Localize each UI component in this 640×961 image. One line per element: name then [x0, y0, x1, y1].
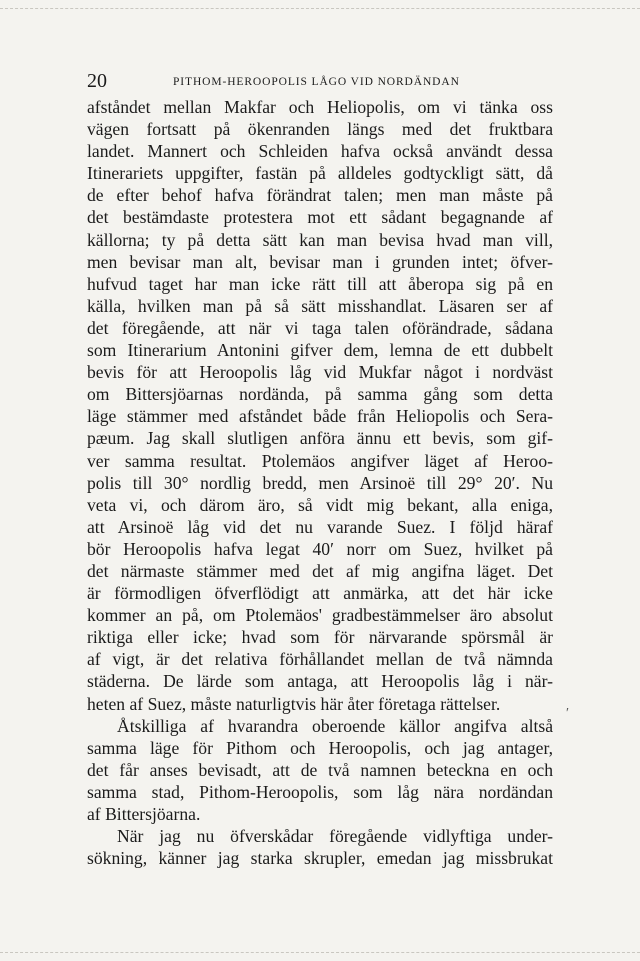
text-line: sökning, känner jag starka skrupler, emedan jag missbrukat	[87, 848, 553, 869]
margin-mark: ′	[566, 706, 570, 721]
text-line: bevis för att Heroopolis låg vid Mukfar något i nordväst	[87, 362, 553, 383]
text-line: är förmodligen öfverflödigt att anmärka, att det här icke	[87, 583, 553, 604]
text-line: samma läge för Pithom och Heroopolis, och jag antager,	[87, 737, 553, 758]
paragraph-first-line: När jag nu öfverskådar föregående vidlyftiga under-	[117, 826, 553, 847]
text-line: afståndet mellan Makfar och Heliopolis, om vi tänka oss	[87, 97, 553, 117]
text-line: samma stad, Pithom-Heroopolis, som låg nära nordändan	[87, 781, 553, 802]
text-line: det får anses bevisadt, att de två namnen beteckna en och	[87, 759, 553, 780]
running-title: PITHOM-HEROOPOLIS LÅGO VID NORDÄNDAN	[173, 76, 460, 88]
text-line: riktiga eller icke; hvad som för närvarande spörsmål är	[87, 627, 553, 648]
text-line: Itinerariets uppgifter, fastän på alldeles godtyckligt sätt, då	[87, 163, 553, 184]
text-line: veta vi, och därom äro, så vidt mig bekant, alla eniga,	[87, 494, 553, 515]
text-line: polis till 30° nordlig bredd, men Arsinoë till 29° 20′. Nu	[87, 472, 553, 493]
text-line: af Bittersjöarna.	[87, 804, 201, 824]
text-line: kommer an på, om Ptolemäos' gradbestämmelser äro absolut	[87, 605, 553, 626]
page-number: 20	[87, 70, 107, 92]
text-line: det föregående, att när vi taga talen oförändrade, sådana	[87, 317, 553, 338]
text-line: att Arsinoë låg vid det nu varande Suez. I följd häraf	[87, 516, 553, 537]
body-text	[87, 96, 553, 869]
text-line: det närmaste stämmer med det af mig angifna läget. Det	[87, 560, 553, 581]
text-line: vägen fortsatt på ökenranden längs med det fruktbara	[87, 119, 553, 140]
text-line: af vigt, är det relativa förhållandet mellan de två nämnda	[87, 649, 553, 670]
paragraph-first-line: Åtskilliga af hvarandra oberoende källor angifva altså	[117, 715, 553, 736]
text-line: källorna; ty på detta sätt kan man bevisa hvad man vill,	[87, 229, 553, 250]
text-line: som Itinerarium Antonini gifver dem, lemna de ett dubbelt	[87, 340, 553, 361]
scan-edge-top	[0, 8, 640, 9]
text-line: ver samma resultat. Ptolemäos angifver läget af Heroo-	[87, 450, 553, 471]
text-line: heten af Suez, måste naturligtvis här åter företaga rättelser.	[87, 693, 501, 714]
text-line: pæum. Jag skall slutligen anföra ännu ett bevis, som gif-	[87, 428, 553, 449]
page-header	[87, 70, 557, 96]
text-line: det bestämdaste protestera mot ett sådant begagnande af	[87, 207, 553, 228]
scan-edge-bottom	[0, 952, 640, 953]
text-line: hufvud taget har man icke rätt till att åberopa sig på en	[87, 273, 553, 294]
text-line: bör Heroopolis hafva legat 40′ norr om Suez, hvilket på	[87, 538, 553, 559]
text-line: men bevisar man alt, bevisar man i grunden intet; öfver-	[87, 251, 553, 272]
text-line: läge stämmer med afståndet både från Heliopolis och Sera-	[87, 406, 553, 427]
text-line: källa, hvilken man på så sätt misshandlat. Läsaren ser af	[87, 295, 553, 316]
text-line: om Bittersjöarnas nordända, på samma gång som detta	[87, 384, 553, 405]
text-line: städerna. De lärde som antaga, att Heroopolis låg i när-	[87, 671, 553, 692]
text-line: landet. Mannert och Schleiden hafva också användt dessa	[87, 141, 553, 162]
text-line: de efter behof hafva förändrat talen; men man måste på	[87, 185, 553, 206]
